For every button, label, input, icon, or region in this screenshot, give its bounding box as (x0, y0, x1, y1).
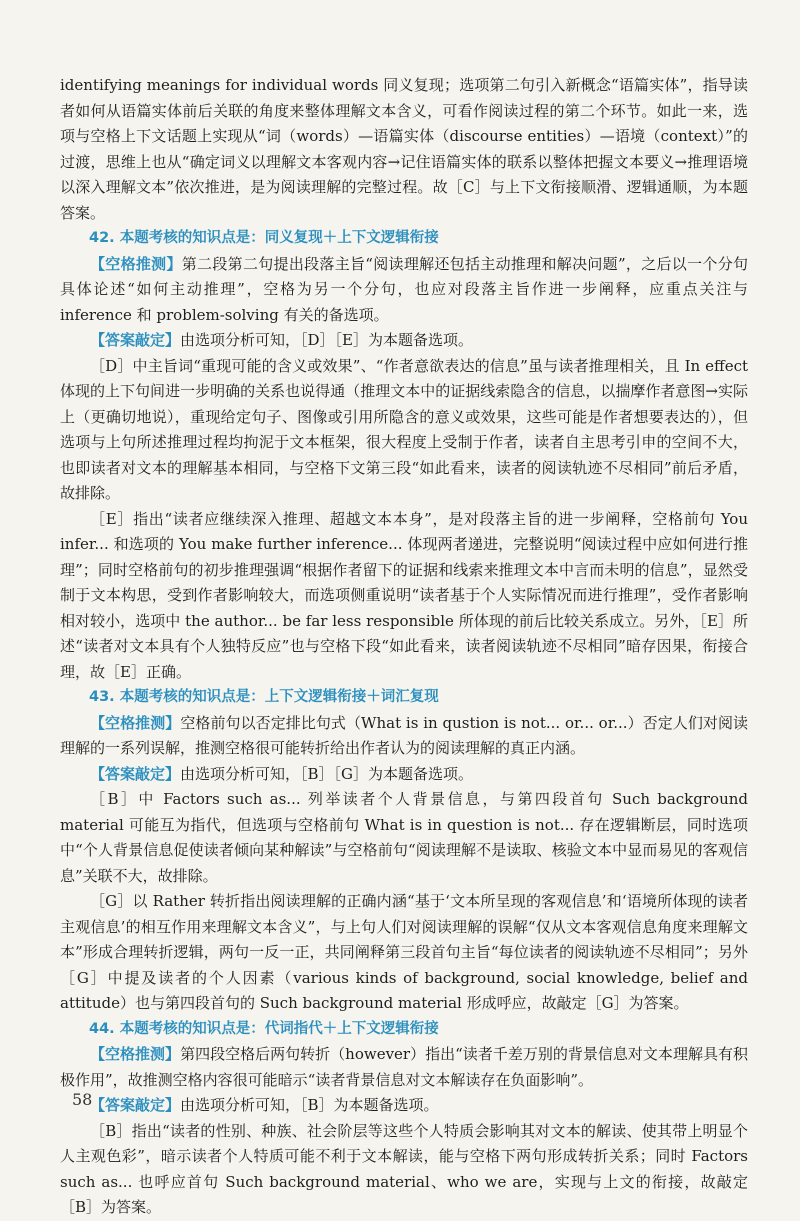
paragraph-text: 由选项分析可知，［D］［E］为本题备选项。 (180, 331, 473, 349)
paragraph-tag: 【空格推测】 (90, 1045, 181, 1063)
body-paragraph: ［G］以 Rather 转折指出阅读理解的正确内涵“基于‘文本所呈现的客观信息’和‘语境所体现的读者主观信息’的相互作用来理解文本含义”，与上句人们对阅读理解的误解“仅从文本客观信息角度来理解文本”形成合理转折逻辑，两句一反一正，共同阐释第三段首句主旨“每位读者的阅读轨迹不尽相同”；另外［G］中提及读者的个人因素（various kinds of background, social knowledge, belief and attitude）也与第四段首句的 Such background material 形成呼应，故敲定［G］为答案。 (60, 892, 748, 1012)
paragraph-tag: 【答案敲定】 (90, 764, 181, 783)
paragraph-tag: 【答案敲定】 (90, 1096, 181, 1114)
tagged-paragraph (60, 1093, 748, 1119)
page-number: 58 (72, 1090, 93, 1109)
body-paragraph: identifying meanings for individual words 同义复现；选项第二句引入新概念“语篇实体”，指导读者如何从语篇实体前后关联的角度来整体理解文本含义，可看作阅读过程的第二个环节。如此一来，选项与空格上下文话题上实现从“词（words）—语篇实体（discourse entities）—语境（context）”的过渡，思维上也从“确定词义以理解文本客观内容→记住语篇实体的联系以整体把握文本要义→推理语境以深入理解文本”依次推进，是为阅读理解的完整过程。故［C］与上下文衔接顺滑、逻辑通顺，为本题答案。 (60, 76, 748, 222)
section-heading: 42. 本题考核的知识点是：同义复现＋上下文逻辑衔接 (89, 230, 439, 246)
body-paragraph: ［B］中 Factors such as... 列举读者个人背景信息，与第四段首句 Such background material 可能互为指代，但选项与空格前句 What is in question is not... 存在逻辑断层，同时选项中“个人背景信息促使读者倾向某种解读”与空格前句“阅读理解不是读取、核验文本中显而易见的客观信息”关联不大，故排除。 (60, 790, 748, 885)
body-paragraph: ［B］指出“读者的性别、种族、社会阶层等这些个人特质会影响其对文本的解读、使其带上明显个人主观色彩”，暗示读者个人特质可能不利于文本解读，能与空格下两句形成转折关系；同时 Factors such as... 也呼应首句 Such background material、who we are，实现与上文的衔接，故敲定［B］为答案。 (60, 1121, 748, 1216)
paragraph-tag: 【空格推测】 (90, 713, 181, 732)
paragraph-text: 由选项分析可知，［B］为本题备选项。 (180, 1096, 439, 1114)
paragraph-text: 第二段第二句提出段落主旨“阅读理解还包括主动推理和解决问题”，之后以一个分句具体论述“如何主动推理”，空格为另一个分句，也应对段落主旨作进一步阐释，应重点关注与 inference 和 problem-solving 有关的备选项。 (60, 254, 748, 324)
paragraph-text: 第四段空格后两句转折（however）指出“读者千差万别的背景信息对文本理解具有积极作用”，故推测空格内容很可能暗示“读者背景信息对文本解读存在负面影响”。 (60, 1045, 748, 1089)
tagged-paragraph (60, 1042, 748, 1093)
tagged-paragraph (60, 711, 748, 762)
tagged-paragraph (60, 328, 748, 354)
body-paragraph: ［D］中主旨词“重现可能的含义或效果”、“作者意欲表达的信息”虽与读者推理相关，且 In effect 体现的上下句间进一步明确的关系也说得通（推理文本中的证据线索隐含的信息，以揣摩作者意图→实际上（更确切地说），重现给定句子、图像或引用所隐含的意义或效果，这些可能是作者想要表达的），但选项与上句所述推理过程均拘泥于文本框架，很大程度上受制于作者，读者自主思考引申的空间不大，也即读者对文本的理解基本相同，与空格下文第三段“如此看来，读者的阅读轨迹不尽相同”前后矛盾，故排除。 (60, 356, 748, 502)
paragraph-text: 由选项分析可知，［B］［G］为本题备选项。 (180, 764, 474, 783)
section-heading: 44. 本题考核的知识点是：代词指代＋上下文逻辑衔接 (89, 1020, 439, 1037)
page-body (60, 73, 748, 1221)
tagged-paragraph (60, 252, 748, 329)
section-heading: 43. 本题考核的知识点是：上下文逻辑衔接＋词汇复现 (89, 689, 439, 705)
paragraph-tag: 【空格推测】 (90, 254, 182, 273)
tagged-paragraph (60, 762, 748, 788)
paragraph-text: 空格前句以否定排比句式（What is in qustion is not... or... or...）否定人们对阅读理解的一系列误解，推测空格很可能转折给出作者认为的阅读理解的真正内涵。 (60, 713, 748, 757)
paragraph-tag: 【答案敲定】 (90, 331, 181, 349)
body-paragraph: ［E］指出“读者应继续深入推理、超越文本本身”，是对段落主旨的进一步阐释，空格前句 You infer... 和选项的 You make further inference... 体现两者递进，完整说明“阅读过程中应如何进行推理”；同时空格前句的初步推理强调“根据作者留下的证据和线索来推理文本中言而未明的信息”，显然受制于文本构思，受到作者影响较大，而选项侧重说明“读者基于个人实际情况而进行推理”，受作者影响相对较小，选项中 the author... be far less responsible 所体现的前后比较关系成立。另外，［E］所述“读者对文本具有个人独特反应”也与空格下段“如此看来，读者阅读轨迹不尽相同”暗存因果，衔接合理，故［E］正确。 (60, 509, 748, 681)
